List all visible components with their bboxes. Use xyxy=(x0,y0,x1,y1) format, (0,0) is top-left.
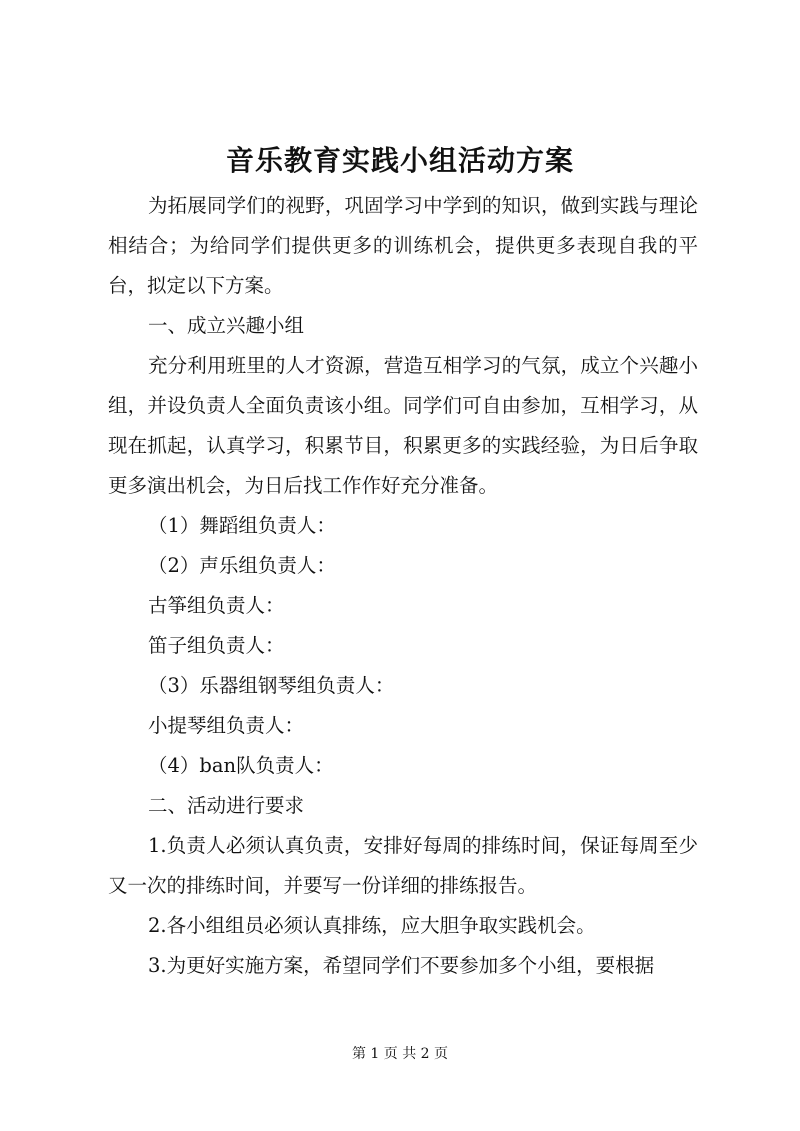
page-footer: 第 1 页 共 2 页 xyxy=(351,1046,449,1062)
list-item-flute: 笛子组负责人： xyxy=(148,634,285,657)
requirement-3: 3.为更好实施方案，希望同学们不要参加多个小组，要根据 xyxy=(148,954,655,977)
list-item-band: （4）ban队负责人： xyxy=(148,754,334,777)
list-item-vocal: （2）声乐组负责人： xyxy=(148,554,336,577)
document-body xyxy=(108,186,698,986)
section-1-paragraph: 充分利用班里的人才资源，营造互相学习的气氛，成立个兴趣小组，并设负责人全面负责该小组。同学们可自由参加，互相学习，从现在抓起，认真学习，积累节目，积累更多的实践经验，为日后争取更多演出机会，为日后找工作作好充分准备。 xyxy=(108,354,698,497)
document-title: 音乐教育实践小组活动方案 xyxy=(225,144,574,177)
list-item-piano: （3）乐器组钢琴组负责人： xyxy=(148,674,395,697)
list-item-violin: 小提琴组负责人： xyxy=(148,714,305,737)
requirement-2: 2.各小组组员必须认真排练，应大胆争取实践机会。 xyxy=(148,914,596,937)
section-heading-1: 一、成立兴趣小组 xyxy=(148,314,305,337)
section-heading-2: 二、活动进行要求 xyxy=(148,794,305,817)
requirement-1: 1.负责人必须认真负责，安排好每周的排练时间，保证每周至少又一次的排练时间，并要写一份详细的排练报告。 xyxy=(108,834,698,897)
intro-paragraph: 为拓展同学们的视野，巩固学习中学到的知识，做到实践与理论相结合；为给同学们提供更多的训练机会，提供更多表现自我的平台，拟定以下方案。 xyxy=(108,194,698,297)
list-item-dance: （1）舞蹈组负责人： xyxy=(148,514,336,537)
list-item-guzheng: 古筝组负责人： xyxy=(148,594,285,617)
